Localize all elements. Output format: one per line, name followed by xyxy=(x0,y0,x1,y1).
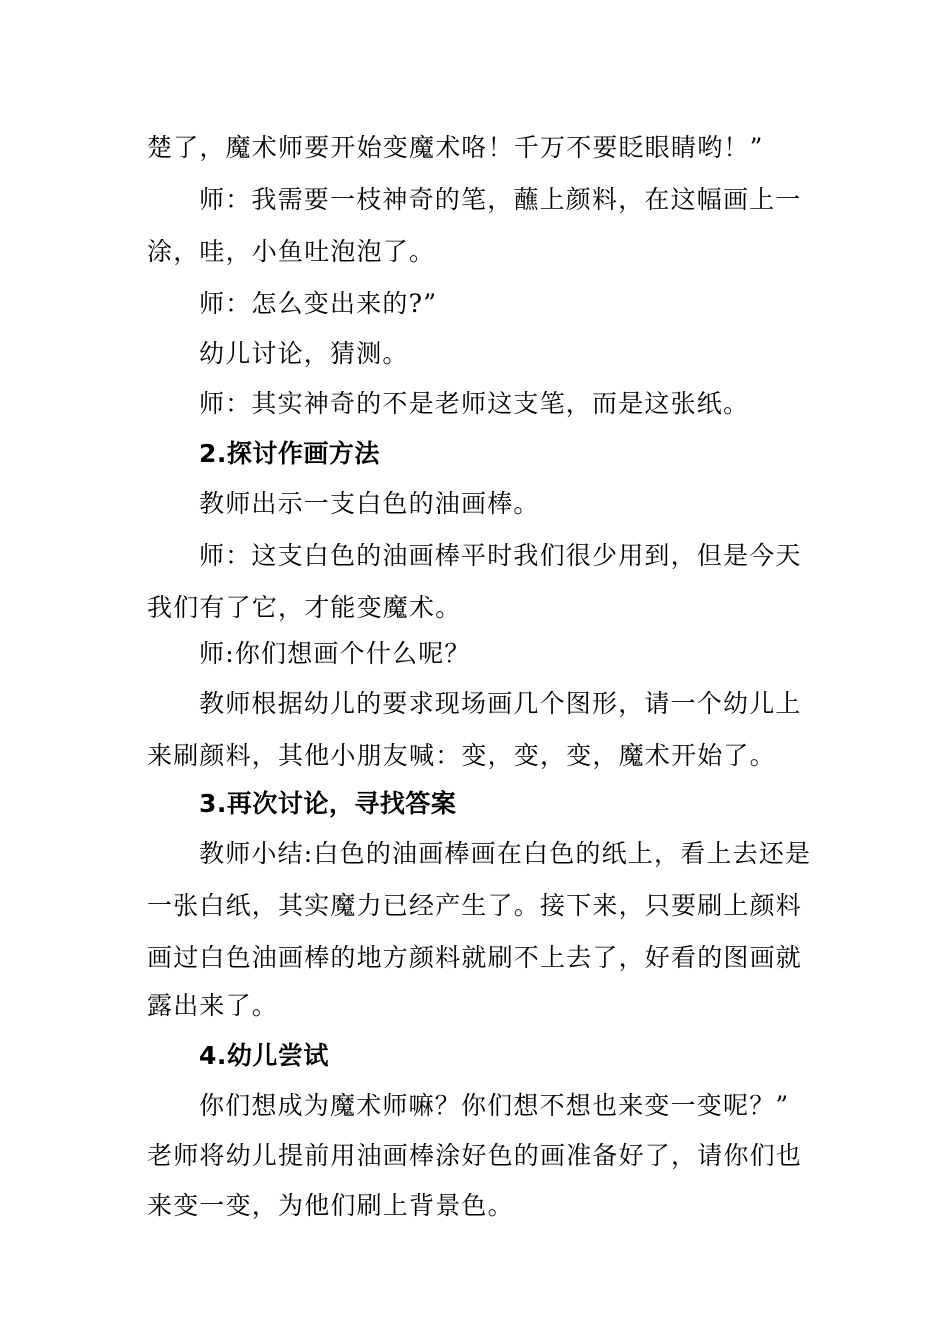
paragraph-line: 师：其实神奇的不是老师这支笔，而是这张纸。 xyxy=(199,389,750,418)
section-heading: 4.幼儿尝试 xyxy=(199,1041,329,1070)
paragraph-line: 露出来了。 xyxy=(147,991,279,1020)
paragraph-line: 教师小结:白色的油画棒画在白色的纸上，看上去还是 xyxy=(199,839,812,868)
paragraph-line: 师:你们想画个什么呢？ xyxy=(199,639,471,668)
paragraph-line: 教师出示一支白色的油画棒。 xyxy=(199,489,540,518)
paragraph-line: 楚了，魔术师要开始变魔术咯！千万不要眨眼睛哟！” xyxy=(147,133,764,162)
paragraph-line: 教师根据幼儿的要求现场画几个图形，请一个幼儿上 xyxy=(199,689,802,718)
paragraph-line: 一张白纸，其实魔力已经产生了。接下来，只要刷上颜料 xyxy=(147,891,803,920)
paragraph-line: 我们有了它，才能变魔术。 xyxy=(147,593,462,622)
section-heading: 3.再次讨论，寻找答案 xyxy=(199,789,457,818)
paragraph-line: 你们想成为魔术师嘛？你们想不想也来变一变呢？” xyxy=(199,1091,790,1120)
paragraph-line: 来变一变，为他们刷上背景色。 xyxy=(147,1191,514,1220)
paragraph-line: 老师将幼儿提前用油画棒涂好色的画准备好了，请你们也 xyxy=(147,1141,803,1170)
paragraph-line: 画过白色油画棒的地方颜料就刷不上去了，好看的图画就 xyxy=(147,943,803,972)
section-heading: 2.探讨作画方法 xyxy=(199,439,380,468)
paragraph-line: 幼儿讨论，猜测。 xyxy=(199,339,409,368)
paragraph-line: 涂，哇，小鱼吐泡泡了。 xyxy=(147,237,436,266)
paragraph-line: 来刷颜料，其他小朋友喊：变，变，变，魔术开始了。 xyxy=(147,741,776,770)
paragraph-line: 师：这支白色的油画棒平时我们很少用到，但是今天 xyxy=(199,541,802,570)
paragraph-line: 师：怎么变出来的?” xyxy=(199,289,438,318)
paragraph-line: 师：我需要一枝神奇的笔，蘸上颜料，在这幅画上一 xyxy=(199,185,802,214)
